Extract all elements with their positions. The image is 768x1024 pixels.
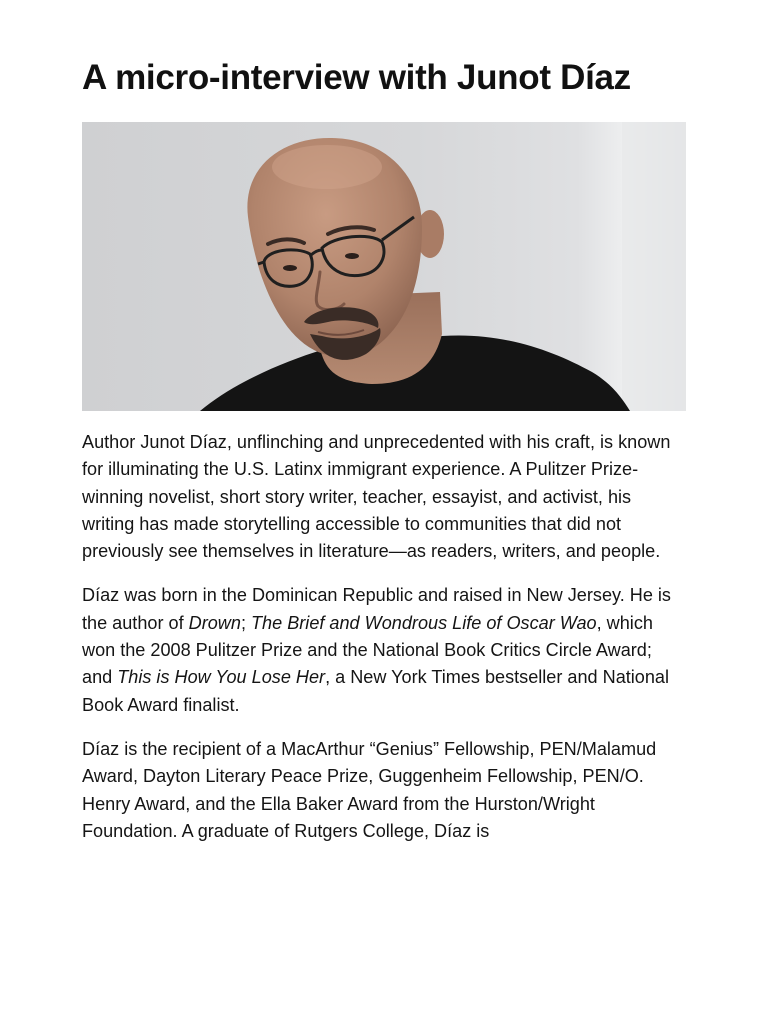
book-title-lose-her: This is How You Lose Her [117,667,326,688]
paragraph-2-text-2: ; [240,612,251,633]
paragraph-1: Author Junot Díaz, unflinching and unprecedented with his craft, is known for illuminating the U.S. Latinx immigrant experience. A Pulitzer Prize-winning novelist, short story writer, teacher, essayist, and activist, his writing has made storytelling accessible to communities that did not previously see themselves in literature—as readers, writers, and people. [82,432,671,562]
paragraph-2-text-3: , which won the 2008 Pulitzer Prize and the National Book Critics Circle Award; and [82,612,653,688]
book-title-oscar-wao: The Brief and Wondrous Life of Oscar Wao [251,612,597,633]
paragraph-3: Díaz is the recipient of a MacArthur “Genius” Fellowship, PEN/Malamud Award, Dayton Literary Peace Prize, Guggenheim Fellowship, PEN/O. Henry Award, and the Ella Baker Award from the Hurston/Wright Foundation. A graduate of Rutgers College, Díaz is [82,738,657,841]
paragraph-2-text-4: , a New York Times bestseller and National Book Award finalist. [82,667,670,715]
paragraph-2-text-1: Díaz was born in the Dominican Republic and raised in New Jersey. He is the author of [82,585,671,633]
paragraph-2 [82,582,686,718]
article-body [82,429,686,845]
book-title-drown: Drown [188,612,241,633]
article [82,0,686,862]
article-title: A micro-interview with Junot Díaz [82,58,631,97]
author-photo [82,122,686,411]
